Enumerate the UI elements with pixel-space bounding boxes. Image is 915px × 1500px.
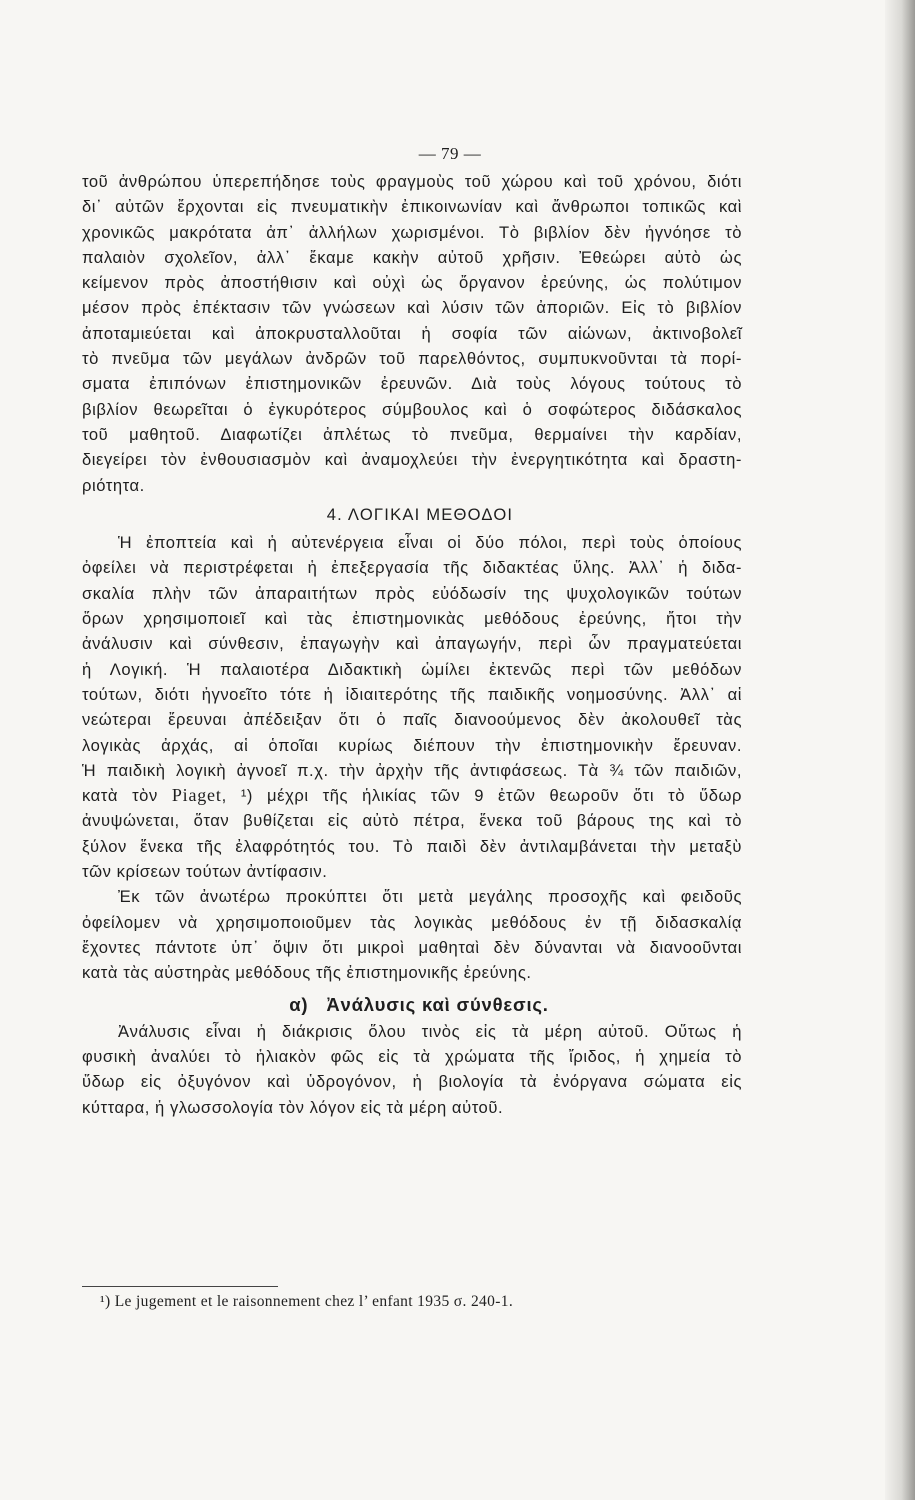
text-line: τῶν κρίσεων τούτων ἀντίφασιν. bbox=[82, 862, 328, 882]
text-line: σματα ἐπιπόνων ἐπιστημονικῶν ἐρευνῶν. Διὰ τοὺς λόγους τούτους τὸ bbox=[82, 374, 742, 394]
text-line: κείμενον πρὸς ἀποστήθισιν καὶ οὐχὶ ὡς ὄργανον ἐρεύνης, ὡς πολύτιμον bbox=[82, 273, 742, 293]
text-line: τοῦ ἀνθρώπου ὑπερεπήδησε τοὺς φραγμοὺς τοῦ χώρου καὶ τοῦ χρόνου, διότι bbox=[82, 172, 742, 191]
paragraph-3 bbox=[82, 884, 742, 985]
text-line: ὅρων χρησιμοποιεῖ καὶ τὰς ἐπιστημονικὰς μεθόδους ἐρεύνης, ἤτοι τὴν bbox=[82, 609, 742, 629]
text-line: Ἀνάλυσις εἶναι ἡ διάκρισις ὅλου τινὸς εἰς τὰ μέρη αὐτοῦ. Οὕτως ἡ bbox=[118, 1021, 742, 1041]
text-line: Ἡ παιδικὴ λογικὴ ἀγνοεῖ π.χ. τὴν ἀρχὴν τῆς ἀντιφάσεως. Τὰ ¾ τῶν παιδιῶν, bbox=[82, 760, 742, 780]
subsection-heading bbox=[82, 992, 742, 1017]
text-line: ἀποταμιεύεται καὶ ἀποκρυσταλλοῦται ἡ σοφία τῶν αἰώνων, ἀκτινοβολεῖ bbox=[82, 323, 742, 343]
text-line: τοῦ μαθητοῦ. Διαφωτίζει ἀπλέτως τὸ πνεῦμα, θερμαίνει τὴν καρδίαν, bbox=[82, 424, 742, 444]
section-heading: 4. ΛΟΓΙΚΑΙ ΜΕΘΟΔΟΙ bbox=[326, 504, 514, 524]
text-line: τὸ πνεῦμα τῶν μεγάλων ἀνδρῶν τοῦ παρελθόντος, συμπυκνοῦνται τὰ πορί- bbox=[82, 349, 742, 369]
text-line: ὕδωρ εἰς ὀξυγόνον καὶ ὑδρογόνον, ἡ βιολογία τὰ ἐνόργανα σώματα εἰς bbox=[82, 1072, 742, 1092]
paragraph-2 bbox=[82, 530, 742, 884]
text-line: ἀνάλυσιν καὶ σύνθεσιν, ἐπαγωγὴν καὶ ἀπαγωγήν, περὶ ὧν πραγματεύεται bbox=[82, 634, 742, 654]
paragraph-1 bbox=[82, 169, 742, 498]
text-line: Ἐκ τῶν ἀνωτέρω προκύπτει ὅτι μετὰ μεγάλης προσοχῆς καὶ φειδοῦς bbox=[118, 887, 742, 907]
text-line: ὀφείλει νὰ περιστρέφεται ἡ ἐπεξεργασία τῆς διδακτέας ὕλης. Ἀλλ᾽ ἡ διδα- bbox=[82, 558, 742, 578]
text-line: τούτων, διότι ἠγνοεῖτο τότε ἡ ἰδιαιτερότης τῆς παιδικῆς νοημοσύνης. Ἀλλ᾽ αἱ bbox=[82, 684, 742, 704]
text-line-piaget bbox=[82, 783, 742, 808]
paragraph-4 bbox=[82, 1019, 742, 1120]
text-line: διεγείρει τὸν ἐνθουσιασμὸν καὶ ἀναμοχλεύει τὴν ἐνεργητικότητα καὶ δραστη- bbox=[82, 450, 742, 470]
text-line: ἔχοντες πάντοτε ὑπ᾽ ὄψιν ὅτι μικροὶ μαθηταὶ δὲν δύνανται νὰ διανοοῦνται bbox=[82, 937, 742, 957]
text-fragment: , ¹) μέχρι τῆς ἡλικίας τῶν 9 ἐτῶν θεωροῦν ὅτι τὸ ὕδωρ bbox=[221, 786, 742, 806]
author-name: Piaget bbox=[171, 785, 222, 806]
text-fragment: κατὰ τὸν bbox=[82, 786, 172, 806]
page-text bbox=[82, 140, 742, 1120]
text-line: ὀφείλομεν νὰ χρησιμοποιοῦμεν τὰς λογικὰς μεθόδους ἐν τῇ διδασκαλίᾳ bbox=[82, 912, 742, 932]
text-line: κύτταρα, ἡ γλωσσολογία τὸν λόγον εἰς τὰ μέρη αὐτοῦ. bbox=[82, 1097, 504, 1117]
text-line: δι᾽ αὐτῶν ἔρχονται εἰς πνευματικὴν ἐπικοινωνίαν καὶ ἄνθρωποι τοπικῶς καὶ bbox=[82, 197, 742, 217]
text-line: ριότητα. bbox=[82, 475, 145, 495]
page-number: — 79 — bbox=[418, 144, 482, 163]
text-line: ἀνυψώνεται, ὅταν βυθίζεται εἰς αὐτὸ πέτρα, ἕνεκα τοῦ βάρους της καὶ τὸ bbox=[82, 811, 742, 831]
page-edge-shadow bbox=[885, 0, 915, 1500]
text-line: ἡ Λογική. Ἡ παλαιοτέρα Διδακτικὴ ὡμίλει ἐκτενῶς περὶ τῶν μεθόδων bbox=[82, 659, 742, 679]
subsection-label: α) bbox=[289, 993, 309, 1015]
text-line: σκαλία πλὴν τῶν ἀπαραιτήτων πρὸς εὐόδωσίν της ψυχολογικῶν τούτων bbox=[82, 583, 742, 603]
text-line: βιβλίον θεωρεῖται ὁ ἐγκυρότερος σύμβουλος καὶ ὁ σοφώτερος διδάσκαλος bbox=[82, 399, 742, 419]
text-line: χρονικῶς μακρότατα ἀπ᾽ ἀλλήλων χωρισμένοι. Τὸ βιβλίον δὲν ἠγνόησε τὸ bbox=[82, 222, 742, 242]
footnote: ¹) Le jugement et le raisonnement chez l’ enfant 1935 σ. 240-1. bbox=[100, 1293, 514, 1310]
text-line: παλαιὸν σχολεῖον, ἀλλ᾽ ἔκαμε κακὴν αὐτοῦ χρῆσιν. Ἐθεώρει αὐτὸ ὡς bbox=[82, 247, 742, 267]
footnote-divider bbox=[82, 1286, 278, 1287]
text-line: νεώτεραι ἔρευναι ἀπέδειξαν ὅτι ὁ παῖς διανοούμενος δὲν ἀκολουθεῖ τὰς bbox=[82, 710, 742, 730]
text-line: φυσικὴ ἀναλύει τὸ ἡλιακὸν φῶς εἰς τὰ χρώματα τῆς ἴριδος, ἡ χημεία τὸ bbox=[82, 1047, 742, 1067]
text-line: κατὰ τὰς αὐστηρὰς μεθόδους τῆς ἐπιστημονικῆς ἐρεύνης. bbox=[82, 963, 532, 983]
subsection-title: Ἀνάλυσις καὶ σύνθεσις. bbox=[326, 993, 549, 1015]
text-line: ξύλον ἕνεκα τῆς ἐλαφρότητός του. Τὸ παιδὶ δὲν ἀντιλαμβάνεται τὴν μεταξὺ bbox=[82, 836, 742, 856]
text-line: μέσον πρὸς ἐπέκτασιν τῶν γνώσεων καὶ λύσιν τῶν ἀποριῶν. Εἰς τὸ βιβλίον bbox=[82, 298, 742, 318]
text-line: Ἡ ἐποπτεία καὶ ἡ αὐτενέργεια εἶναι οἱ δύο πόλοι, περὶ τοὺς ὁποίους bbox=[118, 533, 742, 553]
text-line: λογικὰς ἀρχάς, αἱ ὁποῖαι κυρίως διέπουν τὴν ἐπιστημονικὴν ἔρευναν. bbox=[82, 735, 742, 755]
